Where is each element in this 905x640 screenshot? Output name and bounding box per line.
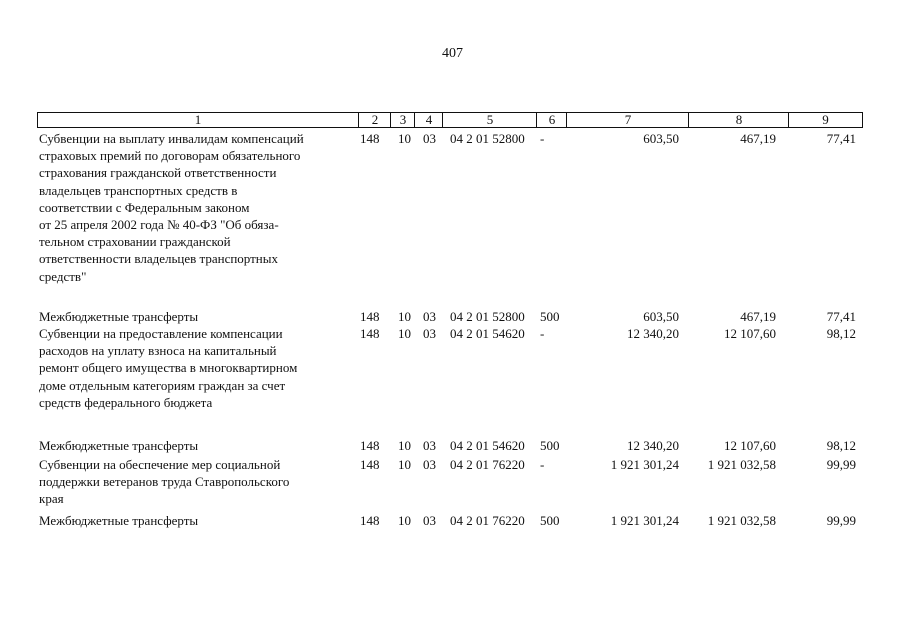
row-col-3: 10 [398, 326, 411, 341]
header-col-4: 4 [414, 113, 443, 127]
row-col-6: 500 [540, 438, 560, 453]
row-col-9: 98,12 [826, 438, 856, 453]
row-col-2: 148 [360, 326, 380, 341]
page-number: 407 [442, 46, 463, 61]
row-col-8: 12 107,60 [724, 326, 776, 341]
row-col-8: 467,19 [740, 131, 776, 146]
row-col-9: 99,99 [826, 513, 856, 528]
row-col-3: 10 [398, 309, 411, 324]
row-name: Субвенции на обеспечение мер социальной поддержки ветеранов труда Ставропольского края [39, 457, 290, 507]
row-col-9: 77,41 [826, 131, 856, 146]
row-col-6: - [540, 457, 545, 472]
row-col-5: 04 2 01 76220 [450, 513, 525, 528]
row-col-9: 98,12 [826, 326, 856, 341]
row-col-3: 10 [398, 131, 411, 146]
row-col-9: 99,99 [826, 457, 856, 472]
row-col-8: 467,19 [740, 309, 776, 324]
row-col-4: 03 [423, 131, 436, 146]
row-col-6: 500 [540, 309, 560, 324]
header-col-7: 7 [566, 113, 689, 127]
row-col-2: 148 [360, 457, 380, 472]
row-col-4: 03 [423, 457, 436, 472]
row-name: Межбюджетные трансферты [39, 309, 199, 324]
row-col-3: 10 [398, 457, 411, 472]
row-col-5: 04 2 01 54620 [450, 326, 525, 341]
row-col-3: 10 [398, 438, 411, 453]
row-col-8: 1 921 032,58 [707, 457, 776, 472]
header-col-1: 1 [194, 112, 202, 127]
row-col-6: - [540, 131, 545, 146]
row-col-8: 1 921 032,58 [707, 513, 776, 528]
row-col-2: 148 [360, 309, 380, 324]
row-col-7: 12 340,20 [627, 438, 679, 453]
row-col-7: 603,50 [643, 131, 679, 146]
row-col-5: 04 2 01 52800 [450, 131, 525, 146]
header-col-5: 5 [442, 113, 537, 127]
row-col-2: 148 [360, 438, 380, 453]
row-col-4: 03 [423, 513, 436, 528]
row-col-8: 12 107,60 [724, 438, 776, 453]
header-col-3: 3 [390, 113, 415, 127]
row-col-6: 500 [540, 513, 560, 528]
row-name: Субвенции на выплату инвалидам компенсаций страховых премий по договорам обязательного страхования гражданской ответственности владельцев транспортных средств в соответствии с Федеральным законом от 25 апреля 2002 года № 40-ФЗ "Об обяза- тельном страховании гражданской ответственности владельцев транспортных средств" [39, 131, 304, 284]
row-col-7: 603,50 [643, 309, 679, 324]
row-col-4: 03 [423, 438, 436, 453]
row-col-2: 148 [360, 513, 380, 528]
header-col-2: 2 [358, 113, 391, 127]
row-col-6: - [540, 326, 545, 341]
row-col-3: 10 [398, 513, 411, 528]
row-col-9: 77,41 [826, 309, 856, 324]
row-col-5: 04 2 01 54620 [450, 438, 525, 453]
row-col-4: 03 [423, 309, 436, 324]
row-name: Межбюджетные трансферты [39, 513, 199, 528]
row-col-5: 04 2 01 52800 [450, 309, 525, 324]
table-header [37, 112, 863, 128]
header-col-6: 6 [536, 113, 567, 127]
row-col-2: 148 [360, 131, 380, 146]
row-col-7: 12 340,20 [627, 326, 679, 341]
row-name: Межбюджетные трансферты [39, 438, 199, 453]
header-col-8: 8 [688, 113, 789, 127]
row-col-7: 1 921 301,24 [610, 457, 679, 472]
row-col-7: 1 921 301,24 [610, 513, 679, 528]
header-col-9: 9 [788, 113, 862, 127]
row-name: Субвенции на предоставление компенсации расходов на уплату взноса на капитальный ремонт общего имущества в многоквартирном доме отдельным категориям граждан за счет средств федерального бюджета [39, 326, 298, 410]
row-col-4: 03 [423, 326, 436, 341]
row-col-5: 04 2 01 76220 [450, 457, 525, 472]
